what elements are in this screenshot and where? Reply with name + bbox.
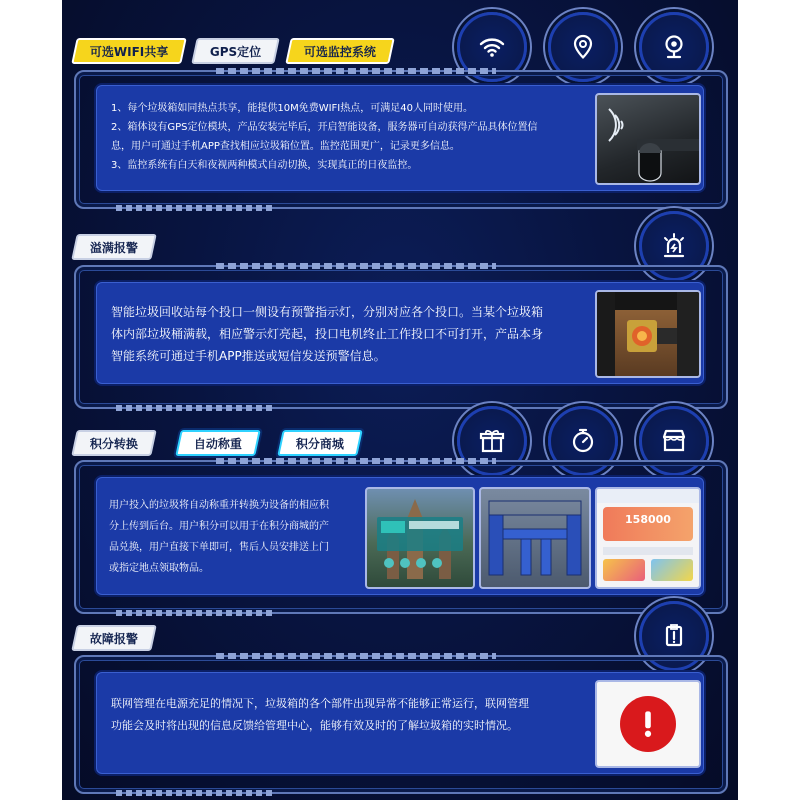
overflow-panel	[96, 282, 704, 384]
description-line: 智能系统可通过手机APP推送或短信发送预警信息。	[111, 349, 386, 363]
product-thumb	[651, 559, 693, 581]
tag-points-convert: 积分转换	[71, 430, 157, 456]
description-line: 2、箱体设有GPS定位模块，产品安装完毕后，开启智能设备，服务器可自动获得产品具体位置信	[111, 122, 538, 133]
frame-decoration	[116, 790, 276, 796]
fault-panel	[96, 672, 704, 774]
app-divider	[603, 547, 693, 555]
points-description	[109, 495, 329, 579]
tag-auto-weigh: 自动称重	[175, 430, 261, 456]
points-value: 158000	[625, 513, 671, 526]
wifi-description	[111, 99, 538, 175]
description-line: 1、每个垃圾箱如同热点共享，能提供10M免费WIFI热点，可满足40人同时使用。	[111, 103, 473, 114]
description-line: 体内部垃圾桶满载，相应警示灯亮起，投口电机终止工作投口不可打开，产品本身	[111, 327, 544, 341]
page-canvas	[62, 0, 738, 800]
wifi-device-photo	[595, 93, 701, 185]
points-panel	[96, 477, 704, 595]
product-thumb	[603, 559, 645, 581]
description-line: 功能会及时将出现的信息反馈给管理中心，能够有效及时的了解垃圾箱的实时情况。	[111, 719, 518, 732]
description-line: 3、监控系统有白天和夜视两种模式自动切换，实现真正的日夜监控。	[111, 160, 418, 171]
wifi-section	[62, 0, 738, 215]
wifi-tags	[74, 38, 392, 64]
points-tags	[74, 430, 360, 456]
overflow-tags	[74, 234, 154, 260]
points-card	[603, 507, 693, 541]
description-line: 智能垃圾回收站每个投口一侧设有预警指示灯，分别对应各个投口。当某个垃圾箱	[111, 305, 544, 319]
weighing-frame-photo	[479, 487, 591, 589]
overflow-section	[62, 205, 738, 405]
fault-description	[111, 693, 529, 737]
description-line: 联网管理在电源充足的情况下，垃圾箱的各个部件出现异常不能够正常运行，联网管理	[111, 697, 529, 710]
exclamation-icon	[620, 696, 676, 752]
points-section	[62, 400, 738, 615]
points-app-screenshot	[595, 487, 701, 589]
tag-points-mall: 积分商城	[277, 430, 363, 456]
wifi-panel	[96, 85, 704, 191]
description-line: 或指定地点领取物品。	[109, 563, 209, 574]
description-line: 用户投入的垃圾将自动称重并转换为设备的相应积	[109, 500, 329, 511]
overflow-description	[111, 301, 543, 367]
tag-wifi: 可选WIFI共享	[71, 38, 187, 64]
frame-decoration	[216, 263, 496, 269]
description-line: 息，用户可通过手机APP查找相应垃圾箱位置。监控范围更广，记录更多信息。	[111, 141, 460, 152]
description-line: 品兑换，用户直接下单即可，售后人员安排送上门	[109, 542, 329, 553]
frame-decoration	[216, 653, 496, 659]
recycling-station-photo	[365, 487, 475, 589]
fault-tags	[74, 625, 154, 651]
tag-fault-alarm: 故障报警	[71, 625, 157, 651]
tag-gps: GPS定位	[192, 38, 281, 64]
app-status-bar	[597, 489, 699, 503]
fault-section	[62, 595, 738, 800]
warning-light-photo	[595, 290, 701, 378]
alert-illustration	[595, 680, 701, 768]
tag-monitor: 可选监控系统	[285, 38, 395, 64]
frame-decoration	[216, 458, 496, 464]
frame-decoration	[216, 68, 496, 74]
description-line: 分上传到后台。用户积分可以用于在积分商城的产	[109, 521, 329, 532]
tag-overflow-alarm: 溢满报警	[71, 234, 157, 260]
